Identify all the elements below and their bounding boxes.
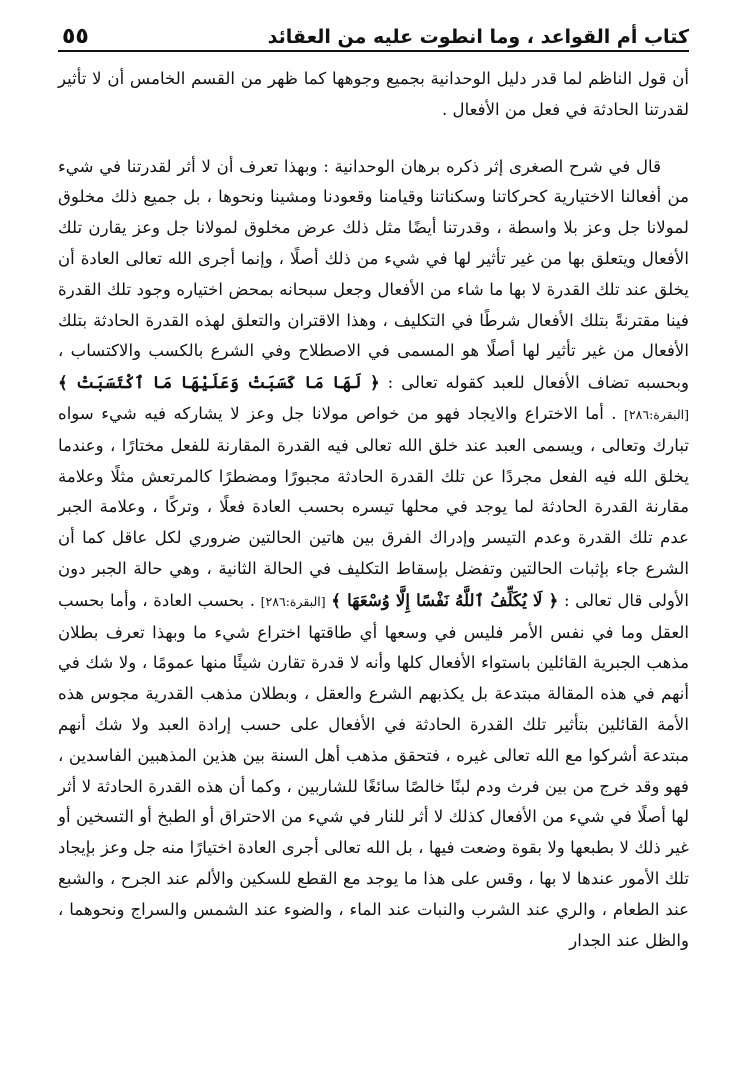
main-paragraph <box>58 142 689 957</box>
main-text-part-1: قال في شرح الصغرى إثر ذكره برهان الوحدانية : وبهذا تعرف أن لا أثر لقدرتنا في شيء من أفعالنا الاختيارية كحركاتنا وسكناتنا وقيامنا وقعودنا ومشينا ونحوها ، بل جميع ذلك مخلوق لمولانا جل وعز بلا واسطة ، وقدرتنا أيضًا مثل ذلك عرض مخلوق لمولانا جل وعز يقارن تلك الأفعال ويتعلق بها من غير تأثير لها في شيء من ذلك أصلًا ، وإنما أجرى الله تعالى العادة أن يخلق عند تلك القدرة لا بها ما شاء من الأفعال وجعل سبحانه بمحض اختياره وجود تلك القدرة فينا مقترنةً بتلك الأفعال شرطًا في التكليف ، وهذا الاقتران والتعلق لهذه القدرة الحادثة بتلك الأفعال من غير تأثير لها أصلًا هو المسمى في الاصطلاح وفي الشرع بالكسب والاكتساب ، وبحسبه تضاف الأفعال للعبد كقوله تعالى : <box>58 156 689 393</box>
intro-paragraph: أن قول الناظم لما قدر دليل الوحدانية بجميع وجوهها كما ظهر من القسم الخامس أن لا تأثير لقدرتنا الحادثة في فعل من الأفعال . <box>58 69 689 119</box>
quran-verse-1: ﴿ لَهَا مَا كَسَبَتْ وَعَلَيْهَا مَا ٱكْتَسَبَتْ ﴾ <box>58 372 380 393</box>
main-text-part-2: . أما الاختراع والايجاد فهو من خواص مولانا جل وعز لا يشاركه فيه شيء سواه تبارك وتعالى ، ويسمى العبد عند خلق الله تعالى فيه القدرة المقارنة للفعل مختارًا ، وعندما يخلق الله فيه الفعل مجردًا عن تلك القدرة الحادثة مجبورًا ومضطرًا كالمرتعش مثلًا وعلامة مقارنة القدرة الحادثة لما يوجد في محلها تيسره بحسب العادة فعلًا ، وتركًا ، وعلامة الجبر عدم تلك القدرة وعدم التيسر وإدراك الفرق بين هاتين الحالتين ضروري لكل عاقل كما أن الشرع جاء بإثبات الحالتين وتفضل بإسقاط التكليف في الحالة الثانية ، وهي حالة الجبر دون الأولى قال تعالى : <box>58 403 690 610</box>
main-text-part-3: . بحسب العادة ، وأما بحسب العقل وما في نفس الأمر فليس في وسعها أي طاقتها اختراع شيء ما وبهذا تعرف بطلان مذهب الجبرية القائلين باستواء الأفعال كلها وأنه لا قدرة تقارن شيئًا منها عمومًا ، ولا شك في أنهم في هذه المقالة مبتدعة بل يكذبهم الشرع والعقل ، وبطلان مذهب القدرية مجوس هذه الأمة القائلين بتأثير تلك القدرة الحادثة في الأفعال على حسب إرادة العبد ولا شك أنهم مبتدعة أشركوا مع الله تعالى غيره ، فتحقق مذهب أهل السنة بين هذين المذهبين الفاسدين ، فهو وقد خرج من بين فرث ودم لبنًا خالصًا سائغًا للشاربين ، وكما أن هذه القدرة الحادثة لا أثر لها أصلًا في شيء من الأفعال كذلك لا أثر للنار في شيء من الاحتراق أو الطبخ أو التسخين أو غير ذلك لا بطبعها ولا بقوة وضعت فيها ، بل الله تعالى أجرى العادة اختيارًا منه جل وعز بإيجاد تلك الأمور عندها لا بها ، وقس على هذا ما يوجد مع القطع للسكين والألم عند الجرح ، والشبع عند الطعام ، والري عند الشرب والنبات عند الماء ، والضوء عند الشمس والسراج ونحوهما ، والظل عند الجدار <box>58 590 689 950</box>
quran-verse-2: ﴿ لَا يُكَلِّفُ ٱللَّهُ نَفْسًا إِلَّا وُسْعَهَا ﴾ <box>331 589 559 610</box>
page-body <box>58 52 689 956</box>
book-title: كتاب أم القواعد ، وما انطوت عليه من العقائد <box>267 26 689 48</box>
page-number: ٥٥ <box>62 24 89 49</box>
page-header <box>58 0 689 52</box>
verse-reference-2: [البقرة:٢٨٦] <box>260 593 326 609</box>
verse-reference-1: [البقرة:٢٨٦] <box>624 406 689 422</box>
